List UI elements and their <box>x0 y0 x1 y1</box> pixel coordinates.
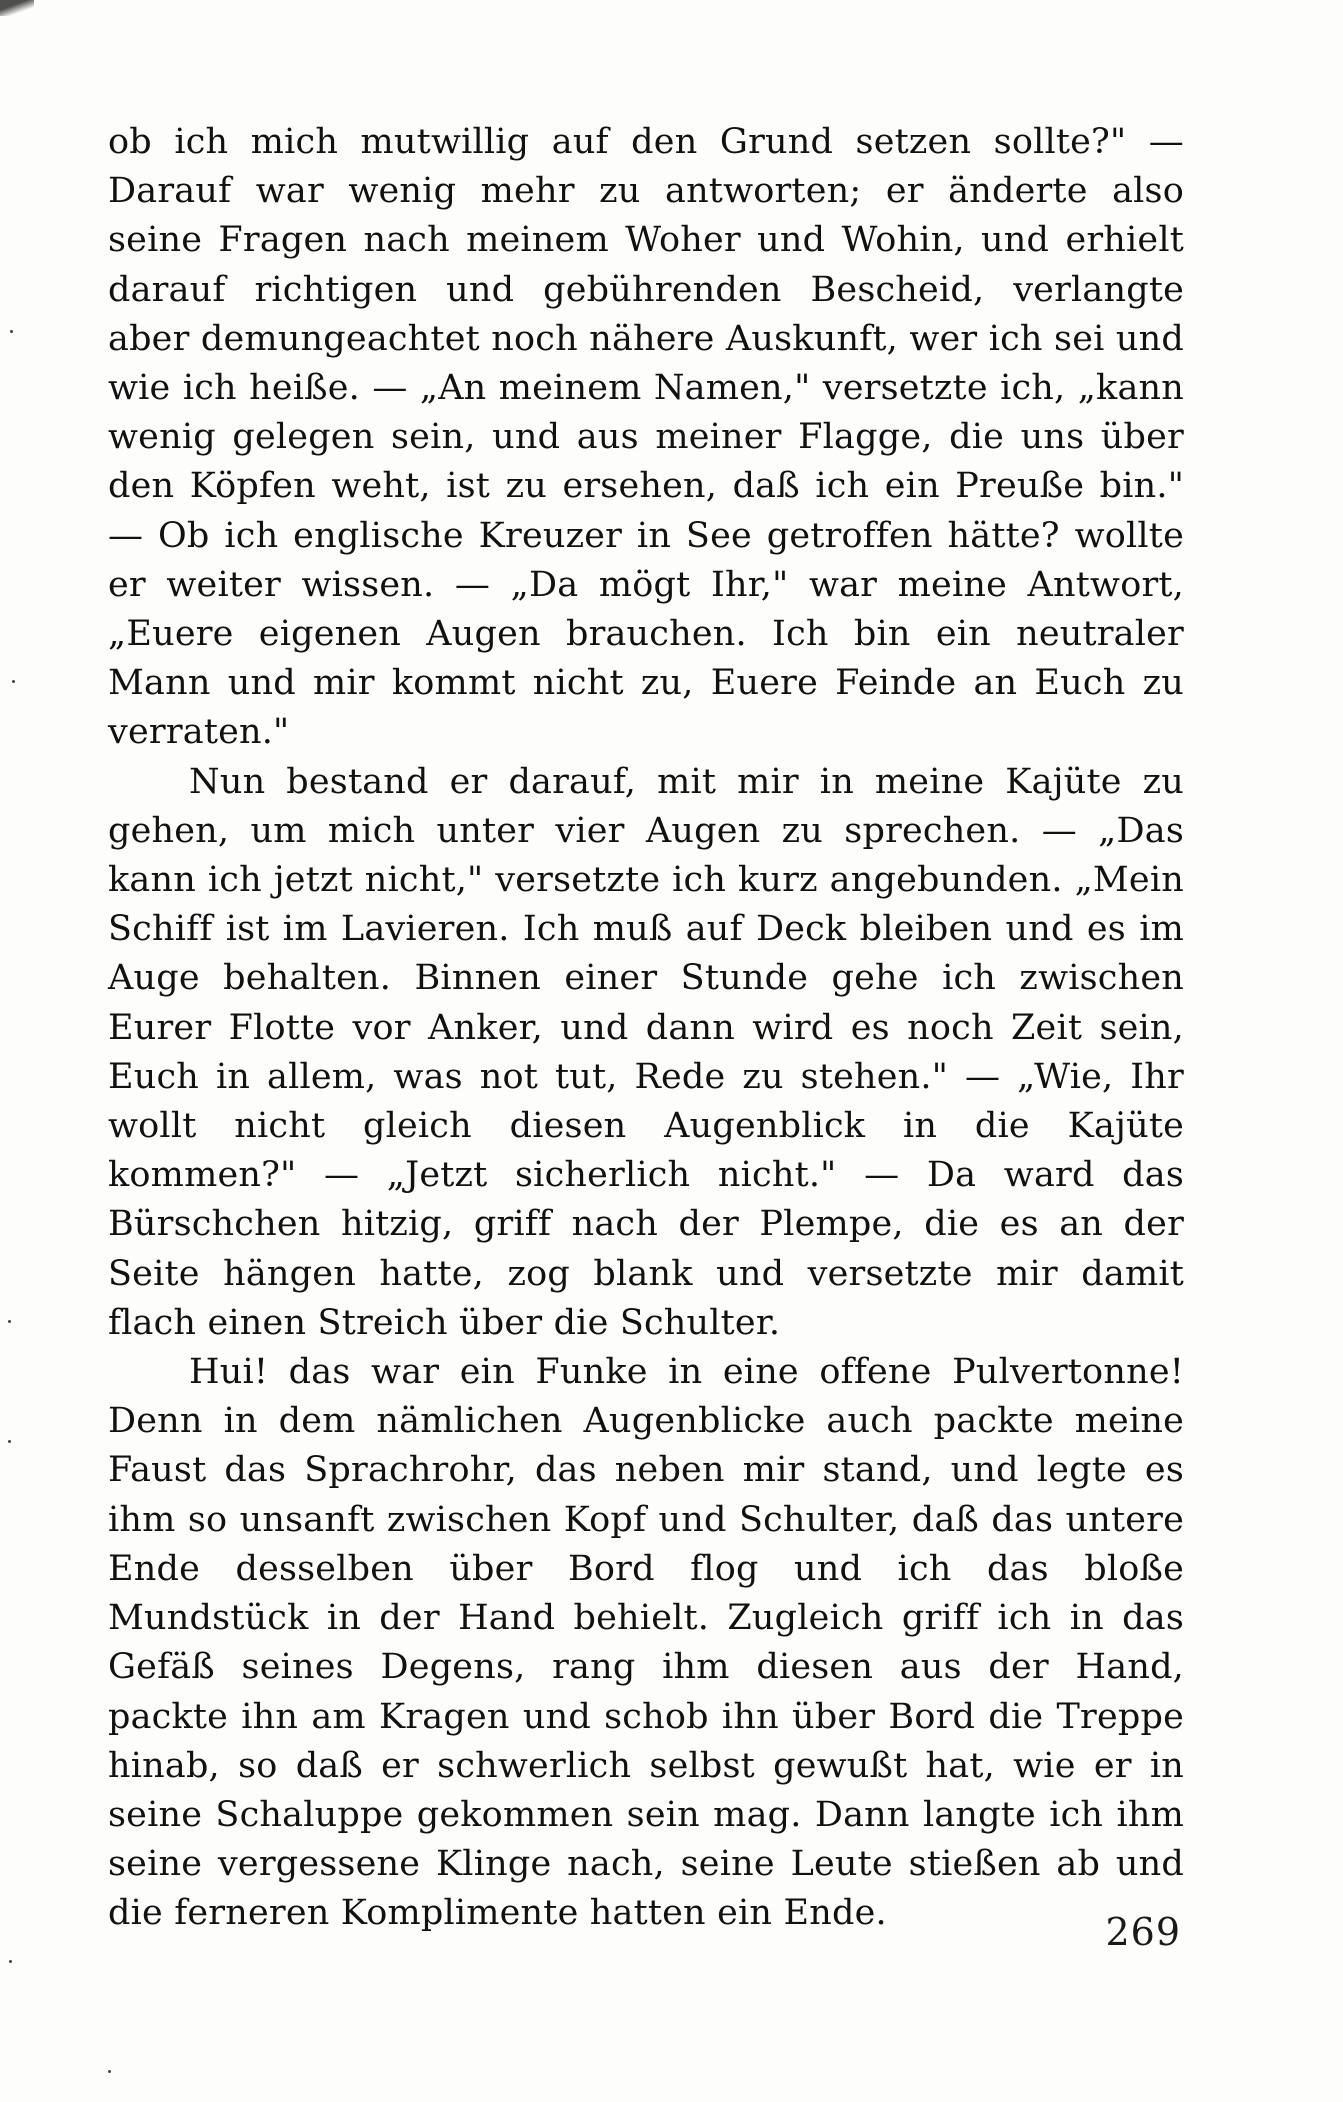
body-text <box>108 118 1184 1939</box>
scan-speck <box>8 1320 11 1323</box>
page-number: 269 <box>1105 1910 1181 1954</box>
scan-speck <box>10 330 13 333</box>
scan-speck <box>12 680 15 683</box>
scan-speck <box>108 2070 111 2073</box>
scan-speck <box>8 1440 11 1443</box>
scan-speck <box>9 1960 12 1963</box>
scan-corner-mark <box>0 0 34 16</box>
paragraph-3: Hui! das war ein Funke in eine offene Pulvertonne! Denn in dem nämlichen Augenblicke auch packte meine Faust das Sprachrohr, das neben mir stand, und legte es ihm so unsanft zwischen Kopf und Schulter, daß das untere Ende desselben über Bord flog und ich das bloße Mundstück in der Hand behielt. Zugleich griff ich in das Gefäß seines Degens, rang ihm diesen aus der Hand, packte ihn am Kragen und schob ihn über Bord die Treppe hinab, so daß er schwerlich selbst gewußt hat, wie er in seine Schaluppe gekommen sein mag. Dann langte ich ihm seine vergessene Klinge nach, seine Leute stießen ab und die ferneren Komplimente hatten ein Ende. <box>108 1352 1184 1934</box>
paragraph-1: ob ich mich mutwillig auf den Grund setzen sollte?" — Darauf war wenig mehr zu antworten; er änderte also seine Fragen nach meinem Woher und Wohin, und erhielt darauf richtigen und gebührenden Bescheid, verlangte aber demungeachtet noch nähere Auskunft, wer ich sei und wie ich heiße. — „An meinem Namen," versetzte ich, „kann wenig gelegen sein, und aus meiner Flagge, die uns über den Köpfen weht, ist zu ersehen, daß ich ein Preuße bin." — Ob ich englische Kreuzer in See getroffen hätte? wollte er weiter wissen. — „Da mögt Ihr," war meine Antwort, „Euere eigenen Augen brauchen. Ich bin ein neutraler Mann und mir kommt nicht zu, Euere Feinde an Euch zu verraten." <box>108 122 1184 753</box>
paragraph-2: Nun bestand er darauf, mit mir in meine Kajüte zu gehen, um mich unter vier Augen zu sprechen. — „Das kann ich jetzt nicht," versetzte ich kurz angebunden. „Mein Schiff ist im Lavieren. Ich muß auf Deck bleiben und es im Auge behalten. Binnen einer Stunde gehe ich zwischen Eurer Flotte vor Anker, und dann wird es noch Zeit sein, Euch in allem, was not tut, Rede zu stehen." — „Wie, Ihr wollt nicht gleich diesen Augenblick in die Kajüte kommen?" — „Jetzt sicherlich nicht." — Da ward das Bürschchen hitzig, griff nach der Plempe, die es an der Seite hängen hatte, zog blank und versetzte mir damit flach einen Streich über die Schulter. <box>108 761 1184 1343</box>
